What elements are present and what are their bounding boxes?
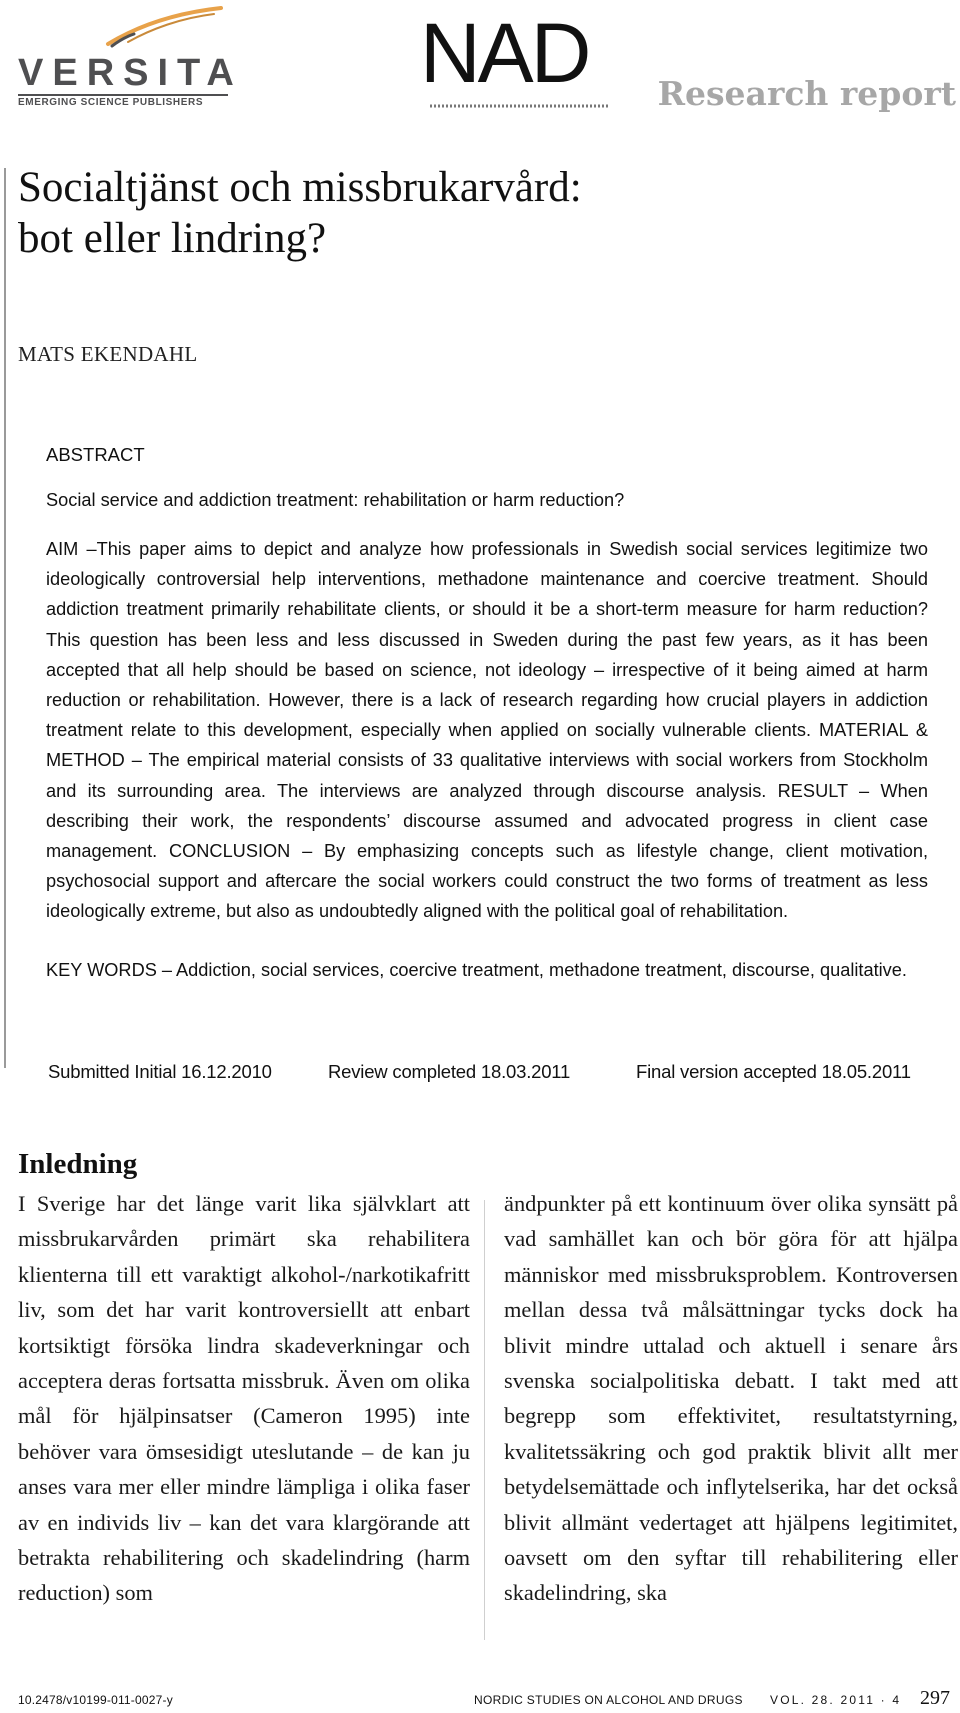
keywords: KEY WORDS – Addiction, social services, coercive treatment, methadone treatment, discourse, qualitative. <box>46 960 907 980</box>
publisher-logo-text: VERSITA <box>18 52 243 94</box>
submitted-date: Submitted Initial 16.12.2010 <box>48 1061 272 1082</box>
abstract-text: AIM –This paper aims to depict and analyze how professionals in Swedish social services legitimize two ideologically controversial help interventions, methadone maintenance and coercive treatment. Should addiction treatment primarily rehabilitate clients, or should it be a short-term measure for harm reduction? This question has been less and less discussed in Sweden during the past few years, as it has been accepted that all help should be based on science, not ideology – irrespective of it being aimed at harm reduction or rehabilitation. However, there is a lack of research regarding how crucial players in addiction treatment relate to this development, especially when applied on socially vulnerable clients. MATERIAL & METHOD – The empirical material consists of 33 qualitative interviews with social workers from Stockholm and its surrounding area. The interviews are analyzed through discourse analysis. RESULT – When describing their work, the respondents’ discourse assumed and advocated progress in client case management. CONCLUSION – By emphasizing concepts such as lifestyle change, client motivation, psychosocial support and aftercare the social workers could construct the two forms of treatment as less ideologically extreme, but also as undoubtedly aligned with the political goal of rehabilitation. <box>46 539 928 922</box>
author-name: MATS EKENDAHL <box>18 342 198 366</box>
abstract-subtitle: Social service and addiction treatment: rehabilitation or harm reduction? <box>46 490 625 510</box>
section-label: Research report <box>657 74 956 113</box>
journal-name: NORDIC STUDIES ON ALCOHOL AND DRUGS <box>474 1693 743 1707</box>
article-title <box>18 162 918 264</box>
volume-info: VOL. 28. 2011 · 4 <box>770 1693 902 1707</box>
body-column-left: I Sverige har det länge varit lika självklart att missbrukarvården primärt ska rehabilitera klienterna till ett varaktigt alkohol-/narkotikafritt liv, som det har varit kontroversiellt att enbart kortsiktigt försöka lindra skadeverkningar och acceptera deras fortsatta missbruk. Även om olika mål för hjälpinsatser (Cameron 1995) inte behöver vara ömsesidigt uteslutande – de kan ju anses vara mer eller mindre lämpliga i olika faser av en individs liv – kan det vara klargörande att betrakta rehabilitering och skadelindring (harm reduction) som <box>18 1191 470 1606</box>
left-margin-rule <box>4 168 6 1068</box>
section-heading: Inledning <box>18 1148 138 1180</box>
abstract-heading: ABSTRACT <box>46 444 145 465</box>
review-date: Review completed 18.03.2011 <box>328 1061 571 1082</box>
page-number: 297 <box>920 1687 950 1709</box>
column-divider <box>484 1200 485 1640</box>
nad-journal-logo <box>420 10 620 110</box>
final-date: Final version accepted 18.05.2011 <box>636 1061 911 1082</box>
abstract-body <box>46 534 928 927</box>
doi: 10.2478/v10199-011-0027-y <box>18 1693 173 1707</box>
body-column-right: ändpunkter på ett kontinuum över olika synsätt på vad samhället kan och bör göra för att hjälpa människor med missbruksproblem. Kontroversen mellan dessa två målsättningar tycks dock ha blivit mindre uttalad och aktuell i senare års svenska socialpolitiska debatt. I takt med att begrepp som effektivitet, resultatstyrning, kvalitetssäkring och god praktik blivit allt mer betydelsemättade och inflytelserika, har det också blivit allmänt vedertaget att hjälpens legitimitet, oavsett om den syftar till rehabilitering eller skadelindring, ska <box>504 1191 958 1606</box>
publisher-tagline: EMERGING SCIENCE PUBLISHERS <box>18 94 228 108</box>
title-line-2: bot eller lindring? <box>18 215 327 262</box>
nad-logo-text: NAD <box>420 10 589 100</box>
title-line-1: Socialtjänst och missbrukarvård: <box>18 164 582 211</box>
